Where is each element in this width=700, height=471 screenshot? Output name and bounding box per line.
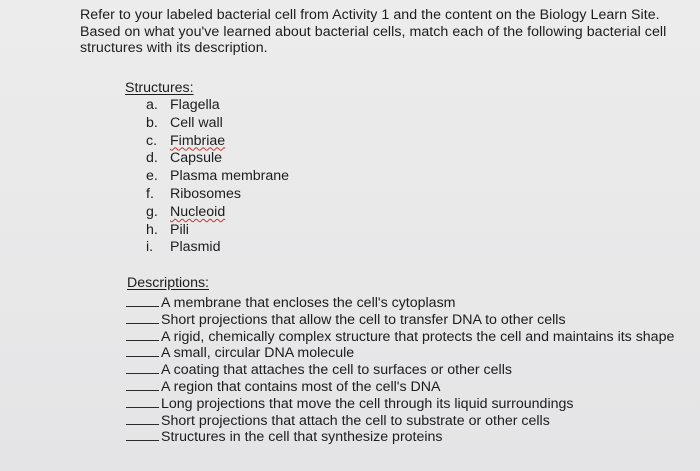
answer-blank[interactable] [126, 311, 159, 324]
structure-item [146, 115, 289, 133]
description-text: Short projections that attach the cell to substrate or other cells [161, 412, 550, 429]
structure-letter: e. [146, 168, 158, 185]
structures-list [146, 97, 289, 257]
answer-blank[interactable] [126, 344, 159, 357]
answer-blank[interactable] [126, 294, 159, 307]
structure-label: Fimbriae [170, 132, 226, 149]
descriptions-heading: Descriptions: [127, 275, 210, 291]
structure-letter: b. [146, 114, 158, 131]
description-text: A membrane that encloses the cell's cytoplasm [161, 295, 456, 311]
description-text: A coating that attaches the cell to surfaces or other cells [161, 362, 512, 379]
description-text: A small, circular DNA molecule [161, 345, 355, 362]
description-item [126, 395, 674, 412]
structure-item [146, 133, 289, 151]
structure-label: Flagella [170, 97, 220, 113]
structure-item [146, 186, 289, 204]
structure-label: Nucleoid [170, 203, 226, 220]
structure-label: Ribosomes [170, 185, 241, 202]
description-item [126, 361, 674, 378]
answer-blank[interactable] [126, 328, 159, 341]
description-text: A rigid, chemically complex structure that protects the cell and maintains its shape [161, 328, 675, 345]
description-item [126, 428, 674, 445]
description-text: Structures in the cell that synthesize proteins [161, 429, 443, 446]
structure-letter: g. [146, 203, 158, 220]
structure-label: Pili [170, 221, 189, 238]
structure-label: Cell wall [170, 114, 223, 131]
structure-letter: c. [146, 132, 158, 149]
structure-label: Plasmid [170, 239, 221, 256]
structure-letter: f. [146, 185, 154, 202]
structure-label: Capsule [170, 150, 223, 167]
answer-blank[interactable] [126, 412, 159, 425]
descriptions-list [126, 294, 674, 445]
structure-item [146, 150, 289, 168]
structure-letter: d. [146, 150, 158, 167]
answer-blank[interactable] [126, 378, 159, 391]
structure-item [146, 204, 289, 222]
structure-label: Plasma membrane [170, 168, 290, 185]
description-item [126, 294, 674, 311]
description-item [126, 311, 674, 328]
description-item [126, 412, 674, 429]
description-item [126, 344, 674, 361]
description-item [126, 378, 674, 395]
structure-item [146, 97, 289, 115]
description-text: A region that contains most of the cell's DNA [161, 378, 441, 395]
answer-blank[interactable] [126, 361, 159, 374]
answer-blank[interactable] [126, 428, 159, 441]
structure-letter: h. [146, 221, 158, 238]
structure-item [146, 168, 289, 186]
instructions-paragraph: Refer to your labeled bacterial cell from Activity 1 and the content on the Biology Learn Site. Based on what you've learned about bacterial cells, match each of the following bacterial cell structures with its description. [80, 7, 667, 56]
structure-item [146, 239, 289, 257]
description-item [126, 328, 674, 345]
structure-letter: a. [146, 97, 158, 113]
structure-letter: i. [146, 239, 154, 256]
answer-blank[interactable] [126, 395, 159, 408]
description-text: Short projections that allow the cell to transfer DNA to other cells [161, 311, 566, 328]
description-text: Long projections that move the cell through its liquid surroundings [161, 395, 574, 412]
structure-item [146, 222, 289, 240]
structures-heading: Structures: [125, 80, 194, 96]
